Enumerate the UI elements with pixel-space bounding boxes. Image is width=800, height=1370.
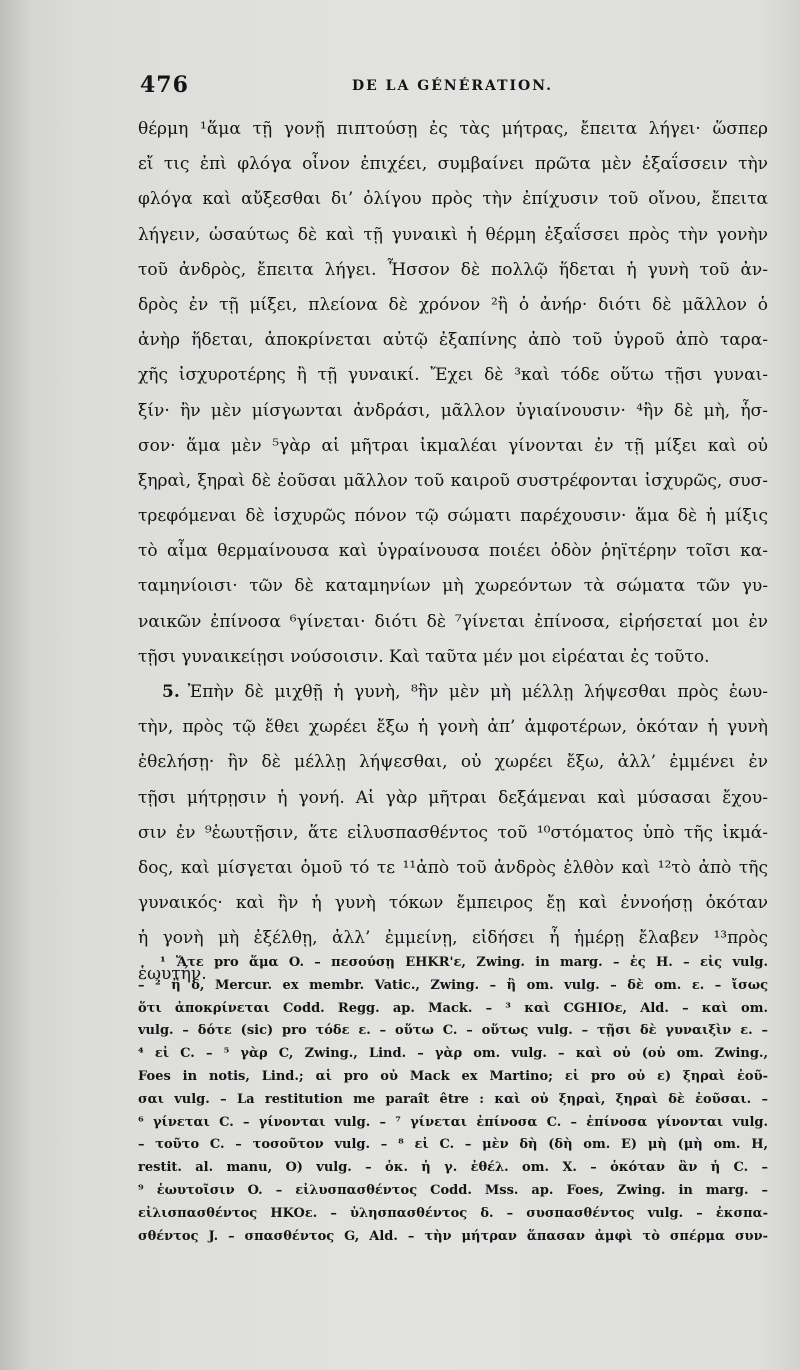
text-line: ξηραὶ, ξηραὶ δὲ ἐοῦσαι μᾶλλον τοῦ καιροῦ συστρέφονται ἰσχυρῶς, συσ- (138, 470, 768, 491)
text-line: δρὸς ἐν τῇ μίξει, πλείονα δὲ χρόνον ²ἢ ὁ ἀνήρ· διότι δὲ μᾶλλον ὁ (138, 294, 768, 315)
text-line: φλόγα καὶ αὔξεσθαι δι’ ὀλίγου πρὸς τὴν ἐπίχυσιν τοῦ οἴνου, ἔπειτα (138, 189, 768, 210)
text-line: τὴν, πρὸς τῷ ἔθει χωρέει ἔξω ἡ γονὴ ἀπ’ ἀμφοτέρων, ὁκόταν ἡ γυνὴ (138, 717, 768, 738)
footnote-line: ⁶ γίνεται C. – γίνονται vulg. – ⁷ γίνεται ἐπίνοσα C. – ἐπίνοσα γίνονται vulg. (138, 1114, 768, 1130)
text-line: χῆς ἰσχυροτέρης ἢ τῇ γυναικί. Ἔχει δὲ ³καὶ τόδε οὕτω τῇσι γυναι- (138, 365, 768, 386)
text-line: σον· ἅμα μὲν ⁵γὰρ αἱ μῆτραι ἰκμαλέαι γίνονται ἐν τῇ μίξει καὶ οὐ (138, 435, 768, 456)
footnote-line: restit. al. manu, O) vulg. – ὁκ. ἡ γ. ἐθέλ. om. X. – ὁκόταν ἂν ἡ C. – (138, 1160, 768, 1176)
text-line: ἡ γονὴ μὴ ἐξέλθῃ, ἀλλ’ ἐμμείνῃ, εἰδήσει ἧ ἡμέρῃ ἔλαβεν ¹³πρὸς (138, 928, 768, 949)
text-line: τοῦ ἀνδρὸς, ἔπειτα λήγει. Ἧσσον δὲ πολλῷ ἥδεται ἡ γυνὴ τοῦ ἀν- (138, 259, 768, 280)
footnote-line: ⁴ εἰ C. – ⁵ γὰρ C, Zwing., Lind. – γὰρ om. vulg. – καὶ οὐ (οὐ om. Zwing., (138, 1046, 768, 1062)
footnotes (138, 952, 768, 1248)
footnote-line: Foes in notis, Lind.; αἱ pro οὐ Mack ex Martino; εἰ pro οὐ ε) ξηραὶ ἐοῦ- (138, 1068, 768, 1084)
footnote-line: ὅτι ἀποκρίνεται Codd. Regg. ap. Mack. – ³ καὶ CGHIOε, Ald. – καὶ om. (138, 1000, 768, 1016)
footnote-line: ⁹ ἑωυτοῖσιν O. – εἰλυσπασθέντος Codd. Mss. ap. Foes, Zwing. in marg. – (138, 1182, 768, 1198)
text-line: θέρμη ¹ἅμα τῇ γονῇ πιπτούσῃ ἐς τὰς μήτρας, ἔπειτα λήγει· ὥσπερ (138, 119, 768, 139)
text-line: τὸ αἷμα θερμαίνουσα καὶ ὑγραίνουσα ποιέει ὁδὸν ῥηϊτέρην τοῖσι κα- (138, 541, 768, 562)
running-title: DE LA GÉNÉRATION. (352, 78, 554, 94)
text-line: ἀνὴρ ἥδεται, ἀποκρίνεται αὐτῷ ἐξαπίνης ἀπὸ τοῦ ὑγροῦ ἀπὸ ταρα- (138, 330, 768, 351)
text-line: εἴ τις ἐπὶ φλόγα οἶνον ἐπιχέει, συμβαίνει πρῶτα μὲν ἐξαΐσσειν τὴν (138, 154, 768, 175)
page-number: 476 (140, 72, 189, 98)
footnote-line: vulg. – δότε (sic) pro τόδε ε. – οὕτω C. – οὕτως vulg. – τῇσι δὲ γυναιξὶν ε. – (138, 1023, 768, 1039)
page-header (140, 72, 770, 102)
footnote-line: – ² ἢ δ, Mercur. ex membr. Vatic., Zwing. – ἢ om. vulg. – δὲ om. ε. – ἴσως (138, 977, 768, 993)
section-number: 5. (162, 682, 180, 702)
main-text (138, 112, 768, 992)
footnote-line: σαι vulg. – La restitution me paraît être : καὶ οὐ ξηραὶ, ξηραὶ δὲ ἐοῦσαι. – (138, 1091, 768, 1107)
footnote-line: – τοῦτο C. – τοσοῦτον vulg. – ⁸ εἰ C. – μὲν δὴ (δὴ om. E) μὴ (μὴ om. H, (138, 1137, 768, 1153)
text-line: σιν ἐν ⁹ἑωυτῇσιν, ἅτε εἰλυσπασθέντος τοῦ ¹⁰στόματος ὑπὸ τῆς ἰκμά- (138, 822, 768, 843)
text-line: τρεφόμεναι δὲ ἰσχυρῶς πόνον τῷ σώματι παρέχουσιν· ἅμα δὲ ἡ μίξις (138, 506, 768, 527)
text-line: ναικῶν ἐπίνοσα ⁶γίνεται· διότι δὲ ⁷γίνεται ἐπίνοσα, εἰρήσεταί μοι ἐν (138, 611, 768, 632)
text-line: ξίν· ἢν μὲν μίσγωνται ἀνδράσι, μᾶλλον ὑγιαίνουσιν· ⁴ἢν δὲ μὴ, ἧσ- (138, 400, 768, 421)
footnote-line: σθέντος J. – σπασθέντος G, Ald. – τὴν μήτραν ἅπασαν ἀμφὶ τὸ σπέρμα συν- (138, 1228, 768, 1244)
text-line: τῇσι μήτρῃσιν ἡ γονή. Αἱ γὰρ μῆτραι δεξάμεναι καὶ μύσασαι ἔχου- (138, 787, 768, 808)
footnote-line: ¹ Ἅτε pro ἅμα O. – πεσούσῃ EHKR'ε, Zwing. in marg. – ἐς H. – εἰς vulg. (160, 955, 768, 970)
text-line: γυναικός· καὶ ἢν ἡ γυνὴ τόκων ἔμπειρος ἔῃ καὶ ἐννοήσῃ ὁκόταν (138, 893, 768, 914)
section-text: Ἐπὴν δὲ μιχθῇ ἡ γυνὴ, ⁸ἢν μὲν μὴ μέλλῃ λήψεσθαι πρὸς ἑωυ- (187, 682, 768, 702)
text-line: ταμηνίοισι· τῶν δὲ καταμηνίων μὴ χωρεόντων τὰ σώματα τῶν γυ- (138, 576, 768, 597)
text-line: τῇσι γυναικείῃσι νούσοισιν. Καὶ ταῦτα μέν μοι εἰρέαται ἐς τοῦτο. (138, 646, 710, 667)
text-line: ἐθελήσῃ· ἢν δὲ μέλλῃ λήψεσθαι, οὐ χωρέει ἔξω, ἀλλ’ ἐμμένει ἐν (138, 752, 768, 773)
footnote-line: εἰλισπασθέντος HKOε. – ὑλησπασθέντος δ. – συσπασθέντος vulg. – ἐκσπα- (138, 1205, 768, 1221)
section-line (138, 675, 768, 710)
text-line: ἑωυτήν. (138, 963, 207, 984)
text-line: δος, καὶ μίσγεται ὁμοῦ τό τε ¹¹ἀπὸ τοῦ ἀνδρὸς ἐλθὸν καὶ ¹²τὸ ἀπὸ τῆς (138, 857, 768, 878)
text-line: λήγειν, ὡσαύτως δὲ καὶ τῇ γυναικὶ ἡ θέρμη ἐξαΐσσει πρὸς τὴν γονὴν (138, 224, 768, 245)
